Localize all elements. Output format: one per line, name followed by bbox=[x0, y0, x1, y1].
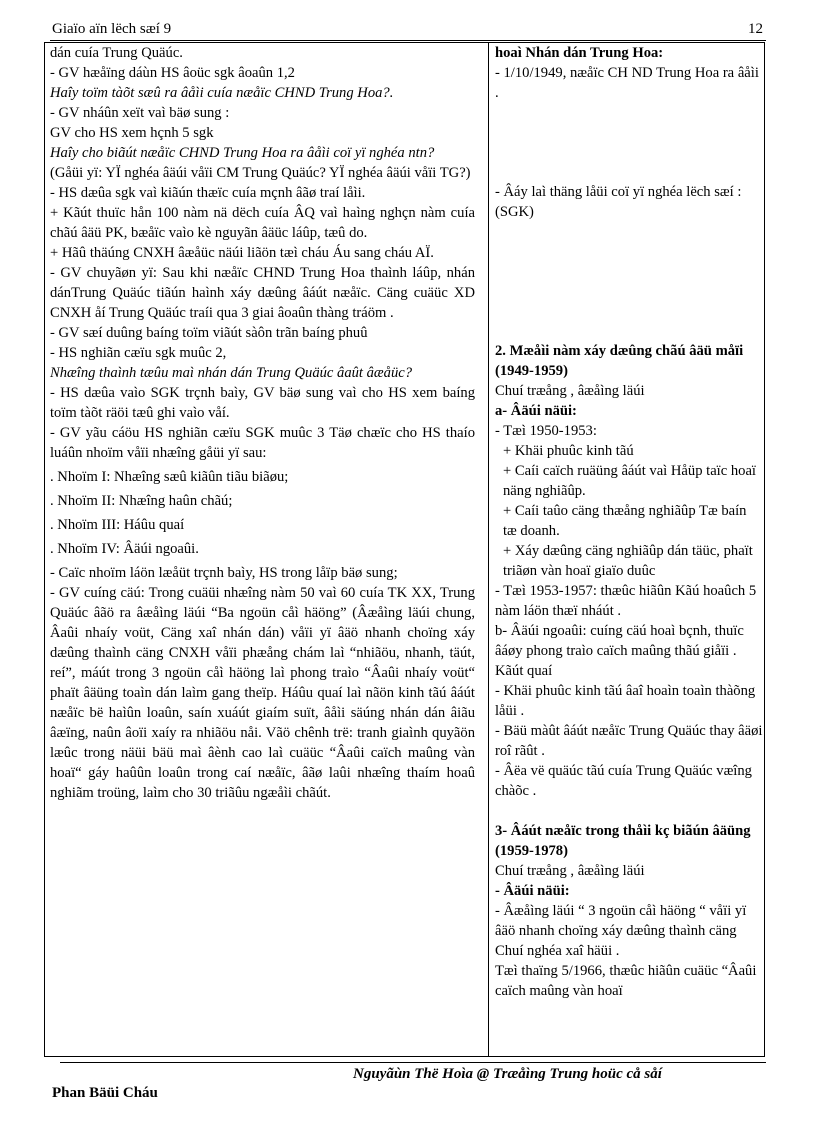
right-text: + Xáy dæûng cäng nghiãûp dán täüc, phaït triãøn vàn hoaï giaïo duûc bbox=[503, 543, 753, 579]
subsection-heading: a- Âäúi näüi: bbox=[495, 403, 577, 419]
right-text: - 1/10/1949, næåïc CH ND Trung Hoa ra âåìi . bbox=[495, 65, 759, 101]
right-text: + Khäi phuûc kinh tãú bbox=[503, 443, 634, 459]
lesson-content-column bbox=[495, 43, 763, 1001]
left-text: (Gåüi yï: YÏ nghéa âäúi våïi CM Trung Quäúc? YÏ nghéa âäúi våïi TG?) bbox=[50, 165, 471, 181]
group-item: . Nhoïm II: Nhæîng haûn chãú; bbox=[50, 493, 233, 509]
left-text: - HS nghiãn cæïu sgk muûc 2, bbox=[50, 345, 227, 361]
left-text: + Kãút thuïc hån 100 nàm nä dëch cuía ÂQ vaì haìng nghçn nàm cuía chãú âäü PK, bæåïc vaìo kè nguyãn âäüc láûp, tæû do. bbox=[50, 205, 475, 241]
left-question: Nhæîng thaình tæûu maì nhán dán Trung Quäúc âaût âæåüc? bbox=[50, 365, 413, 381]
section-heading: 2. Mæåìi nàm xáy dæûng chãú âäü måïi (1949-1959) bbox=[495, 343, 744, 379]
right-text: Tæì thaïng 5/1966, thæûc hiãûn cuäüc “Âaûi caïch maûng vàn hoaï bbox=[495, 963, 757, 999]
spacer bbox=[495, 103, 763, 182]
left-question: Haîy toïm tàõt sæû ra âåìi cuía næåïc CHND Trung Hoa?. bbox=[50, 85, 394, 101]
left-text: - Caïc nhoïm láön læåüt trçnh baìy, HS trong låïp bäø sung; bbox=[50, 565, 398, 581]
right-text: + Caíi taûo cäng thæång nghiãûp Tæ baín tæ doanh. bbox=[503, 503, 747, 539]
lesson-table bbox=[44, 42, 765, 1057]
left-text: - GV hæåïng dáùn HS âoüc sgk âoaûn 1,2 bbox=[50, 65, 295, 81]
right-text: + Caíi caïch ruäüng âáút vaì Håüp taïc hoaï näng nghiãûp. bbox=[503, 463, 756, 499]
right-text: b- Âäúi ngoaûi: cuíng cäú hoaì bçnh, thuïc âáøy phong traìo caïch maûng thãú giåïi . bbox=[495, 623, 744, 659]
left-text: - HS dæûa vaìo SGK trçnh baìy, GV bäø sung vaì cho HS xem baíng toïm tàõt räöi tæû ghi vaìo våí. bbox=[50, 385, 475, 421]
right-text: - Âáy laì thäng låüi coï yï nghéa lëch sæí :(SGK) bbox=[495, 184, 742, 220]
footer-school: Phan Bäüi Cháu bbox=[52, 1085, 158, 1101]
left-text: - GV sæí duûng baíng toïm viãút sàôn trãn baíng phuû bbox=[50, 325, 368, 341]
left-text: dán cuía Trung Quäúc. bbox=[50, 45, 183, 61]
spacer bbox=[495, 222, 763, 341]
section-heading: 3- Âáút næåïc trong thåìi kç biãún âäüng (1959-1978) bbox=[495, 823, 751, 859]
right-text: - Tæì 1950-1953: bbox=[495, 423, 597, 439]
left-text: - GV yãu cáöu HS nghiãn cæïu SGK muûc 3 Täø chæïc cho HS thaío luáûn nhoïm våïi nhæîng gåüi yï sau: bbox=[50, 425, 475, 461]
group-item: . Nhoïm III: Háûu quaí bbox=[50, 517, 185, 533]
footer-author: Nguyãùn Thë Hoìa @ Træåìng Trung hoüc cå såí bbox=[353, 1066, 662, 1082]
page-number: 12 bbox=[748, 21, 763, 37]
left-text: + Hãû thäúng CNXH âæåüc näúi liãön tæì cháu Áu sang cháu AÏ. bbox=[50, 245, 434, 261]
teacher-student-activities-column bbox=[50, 43, 475, 803]
left-text: - GV nháûn xeït vaì bäø sung : bbox=[50, 105, 230, 121]
right-text: Chuí træång , âæåìng läúi bbox=[495, 383, 645, 399]
spacer bbox=[495, 801, 763, 821]
right-text: - Âëa vë quäúc tãú cuía Trung Quäúc væîng chàõc . bbox=[495, 763, 752, 799]
left-text: GV cho HS xem hçnh 5 sgk bbox=[50, 125, 214, 141]
left-text: - HS dæûa sgk vaì kiãún thæïc cuía mçnh âãø traí låìi. bbox=[50, 185, 366, 201]
column-divider bbox=[488, 43, 489, 1056]
left-text: - GV cuíng cäú: Trong cuäüi nhæîng nàm 50 vaì 60 cuía TK XX, Trung Quäúc âãö ra âæåìng läúi “Ba ngoün cåì häöng” (Âæåìng läúi chung, Âaûi nhaíy voüt, Cäng xaî nhán dán) våïi yï âäö nhanh choïng xáy dæûng thaình cäng CNXH våïi phæång chám laì “nhiãöu, nhanh, täút, reí”, máút trong 3 ngoün cåì häöng laì phong traìo “Âaûi nhaíy voüt“ phaït âäüng toaìn dán laìm gang theïp. Háûu quaí laì nãön kinh tãú âáút næåïc bë haìûn loaûn, saín xuáút giaím suït, âåìi säúng nhán dán âiãu âæïng, naûn âoïi xaíy ra nhiãöu nåi. Vãö chênh trë: tranh giaình quyãön læûc trong näüi bäü maì âènh cao laì cuäüc “Âaûi caïch maûng vàn hoaï“ gáy haûûn loaûn trong caí næåïc, âãø laûi nhæîng thaím hoaû nghiãm troüng, laìm cho 30 triãûu ngæåìi chãút. bbox=[50, 585, 475, 801]
header-title: Giaïo aïn lëch sæí 9 bbox=[52, 21, 172, 37]
right-text: - Âæåìng läúi “ 3 ngoün cåì häöng “ våïi yï âäö nhanh choïng xáy dæûng thaình cäng Chuí nghéa xaî häüi . bbox=[495, 903, 747, 959]
right-text: Chuí træång , âæåìng läúi bbox=[495, 863, 645, 879]
group-item: . Nhoïm IV: Âäúi ngoaûi. bbox=[50, 541, 199, 557]
left-text: - GV chuyãøn yï: Sau khi næåïc CHND Trung Hoa thaình láûp, nhán dánTrung Quäúc tiãún haình xáy dæûng âáút næåïc. Cäng cuäüc XD CNXH åí Trung Quäúc traíi qua 3 giai âoaûn thàng tráöm . bbox=[50, 265, 475, 321]
right-text: hoaì Nhán dán Trung Hoa: bbox=[495, 45, 664, 61]
header-rule bbox=[50, 40, 766, 41]
right-text: - Tæì 1953-1957: thæûc hiãûn Kãú hoaûch 5 nàm láön thæï nháút . bbox=[495, 583, 757, 619]
right-text: - Bäü màût âáút næåïc Trung Quäúc thay âäøi roî rãût . bbox=[495, 723, 763, 759]
right-text: - Khäi phuûc kinh tãú âaî hoaìn toaìn thàõng låüi . bbox=[495, 683, 756, 719]
footer-rule bbox=[60, 1062, 766, 1063]
left-question: Haîy cho biãút næåïc CHND Trung Hoa ra âåìi coï yï nghéa ntn? bbox=[50, 145, 435, 161]
right-text: Kãút quaí bbox=[495, 663, 553, 679]
group-item: . Nhoïm I: Nhæîng sæû kiãûn tiãu biãøu; bbox=[50, 469, 289, 485]
subsection-heading: - Âäúi näüi: bbox=[495, 883, 570, 899]
